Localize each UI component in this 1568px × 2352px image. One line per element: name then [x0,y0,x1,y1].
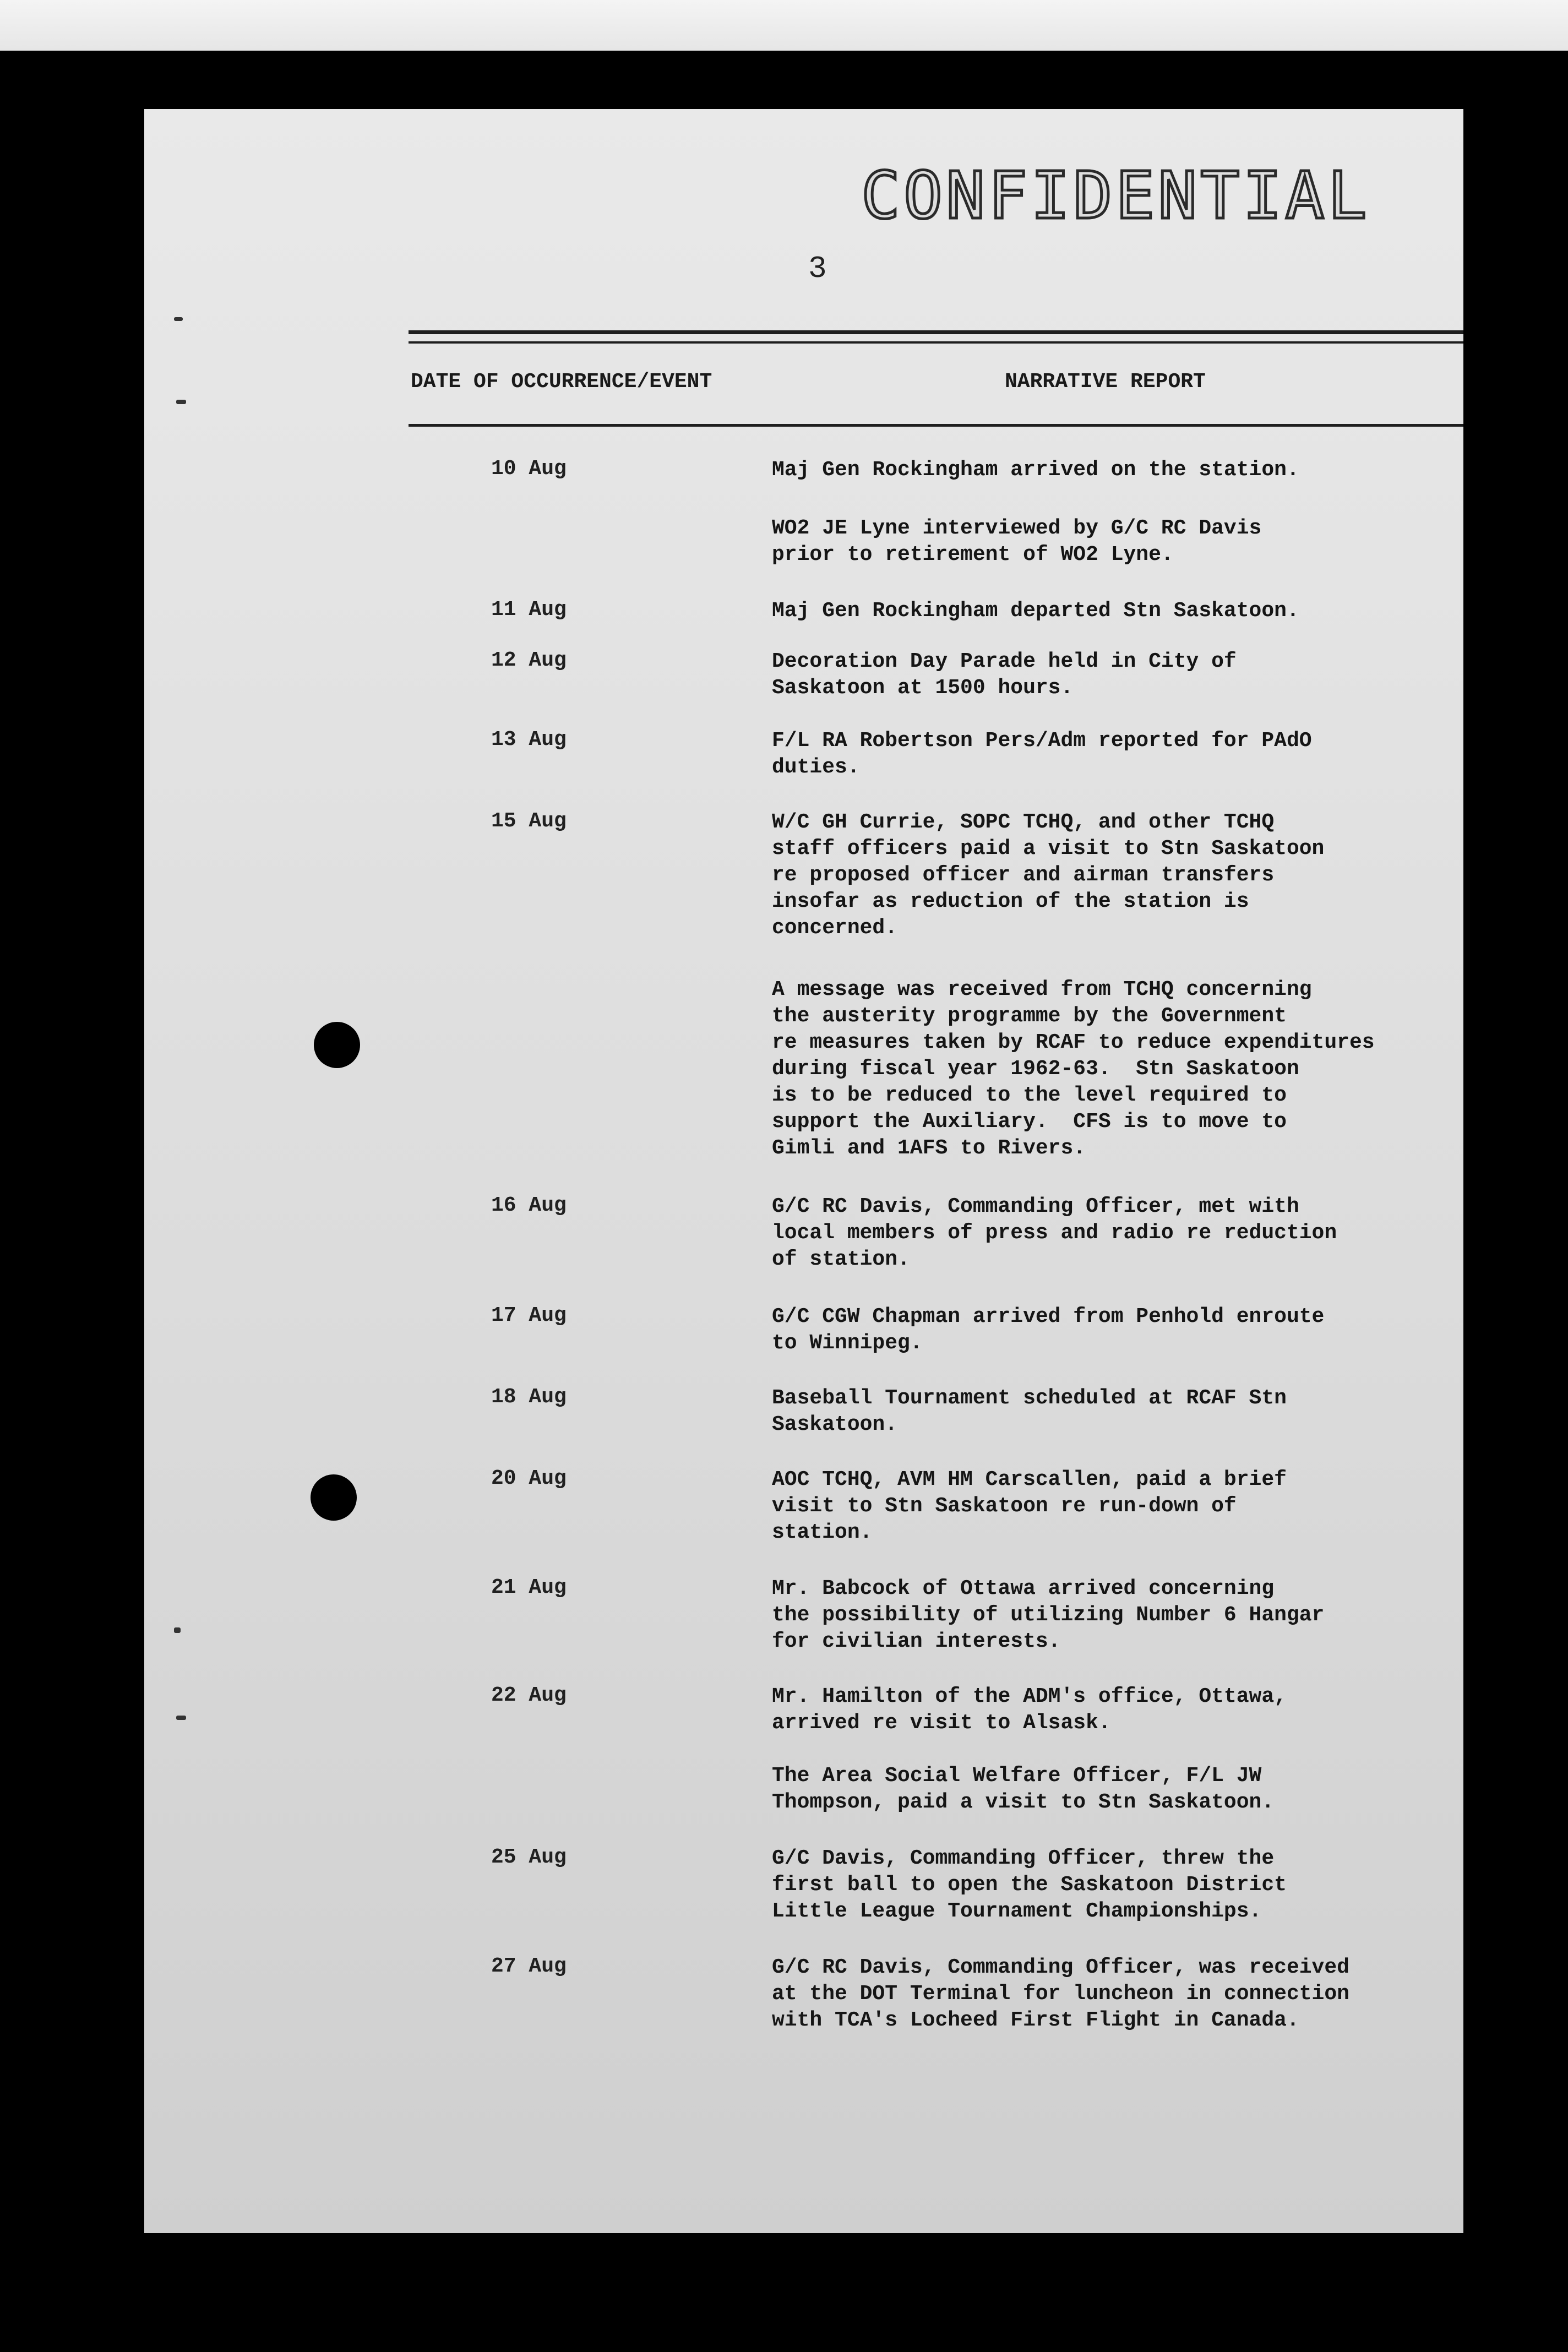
document-sheet [144,109,1463,2233]
report-entries [144,109,1463,2233]
page-number: 3 [808,251,827,286]
entry-narrative: Mr. Babcock of Ottawa arrived concerning the possibility of utilizing Number 6 Hangar for civilian interests. [772,1577,1325,1653]
entry-date: 11 Aug [491,598,567,622]
entry-narrative: Decoration Day Parade held in City of Saskatoon at 1500 hours. [772,650,1237,700]
entry-narrative: F/L RA Robertson Pers/Adm reported for PAdO duties. [772,729,1312,779]
entry-date: 15 Aug [491,809,567,833]
entry-narrative: G/C RC Davis, Commanding Officer, met with local members of press and radio re reduction of station. [772,1195,1337,1271]
entry-date: 27 Aug [491,1954,567,1978]
entry-date: 20 Aug [491,1467,567,1490]
margin-speck [176,400,186,404]
entry-date: 16 Aug [491,1194,567,1217]
entry-narrative: Maj Gen Rockingham arrived on the station. [772,458,1299,482]
confidential-stamp: CONFIDENTIAL [861,157,1370,233]
punch-hole [311,1474,357,1521]
entry-narrative: Baseball Tournament scheduled at RCAF Stn Saskatoon. [772,1386,1287,1436]
entry-narrative: Maj Gen Rockingham departed Stn Saskatoon. [772,599,1299,623]
margin-speck [174,1627,181,1633]
entry-narrative: The Area Social Welfare Officer, F/L JW Thompson, paid a visit to Stn Saskatoon. [772,1764,1275,1814]
entry-date: 10 Aug [491,457,567,481]
entry-date: 13 Aug [491,728,567,752]
entry-date: 22 Aug [491,1684,567,1707]
entry-narrative: Mr. Hamilton of the ADM's office, Ottawa, arrived re visit to Alsask. [772,1685,1287,1735]
entry-narrative: A message was received from TCHQ concerning the austerity programme by the Government re measures taken by RCAF to reduce expenditures during fiscal year 1962-63. Stn Saskatoon is to be reduced to the level required to support the Auxiliary. CFS is to move to Gimli and 1AFS to Rivers. [772,978,1375,1160]
entry-narrative: G/C Davis, Commanding Officer, threw the first ball to open the Saskatoon District Little League Tournament Championships. [772,1847,1287,1923]
entry-date: 21 Aug [491,1576,567,1599]
entry-narrative: W/C GH Currie, SOPC TCHQ, and other TCHQ staff officers paid a visit to Stn Saskatoon re proposed officer and airman transfers insofar as reduction of the station is concerned. [772,810,1325,940]
entry-narrative: WO2 JE Lyne interviewed by G/C RC Davis prior to retirement of WO2 Lyne. [772,516,1262,567]
scanner-edge [0,0,1568,51]
entry-narrative: AOC TCHQ, AVM HM Carscallen, paid a brief visit to Stn Saskatoon re run-down of station. [772,1468,1287,1544]
entry-date: 18 Aug [491,1385,567,1409]
column-header-narrative: NARRATIVE REPORT [1005,370,1206,394]
column-header-date: DATE OF OCCURRENCE/EVENT [411,370,712,394]
entry-narrative: G/C CGW Chapman arrived from Penhold enroute to Winnipeg. [772,1305,1325,1355]
entry-date: 17 Aug [491,1304,567,1327]
margin-speck [176,1716,186,1720]
entry-date: 12 Aug [491,649,567,672]
entry-narrative: G/C RC Davis, Commanding Officer, was received at the DOT Terminal for luncheon in connection with TCA's Locheed First Flight in Canada. [772,1956,1349,2032]
margin-speck [174,317,183,321]
entry-date: 25 Aug [491,1845,567,1869]
punch-hole [314,1022,360,1068]
